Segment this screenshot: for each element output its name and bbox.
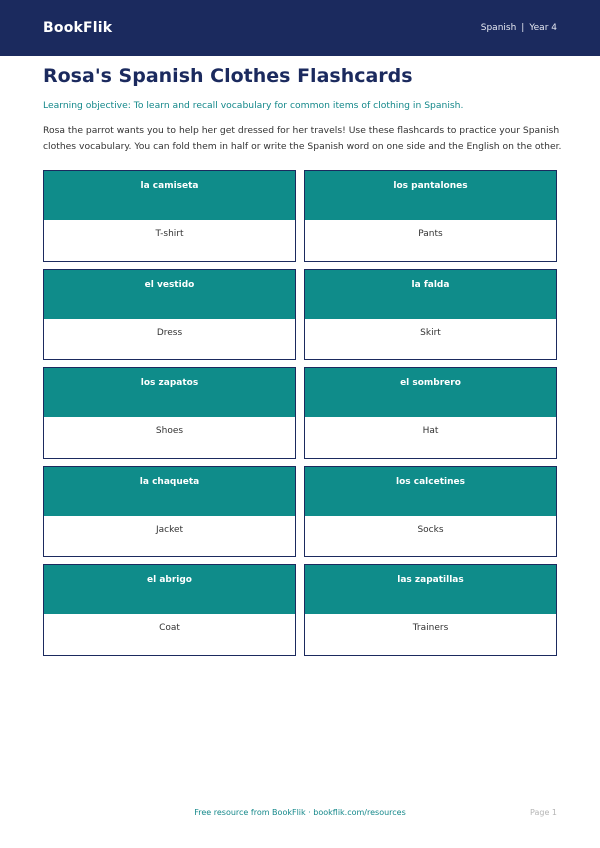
brand-logo[interactable]: BookFlik bbox=[43, 20, 113, 36]
flashcard-english: Jacket bbox=[44, 516, 295, 557]
separator: | bbox=[521, 23, 525, 33]
flashcard-spanish: el sombrero bbox=[305, 368, 556, 417]
flashcard bbox=[304, 170, 557, 262]
page-number: Page 1 bbox=[530, 808, 557, 817]
flashcard bbox=[304, 367, 557, 459]
flashcard-spanish: los calcetines bbox=[305, 467, 556, 516]
flashcard-english: Trainers bbox=[305, 614, 556, 655]
flashcard bbox=[43, 564, 296, 656]
intro-text: Rosa the parrot wants you to help her get dressed for her travels! Use these flashcards to practice your Spanish clothes vocabulary. You can fold them in half or write the Spanish word on one side and the English on the other. bbox=[43, 125, 562, 152]
flashcard-english: Pants bbox=[305, 220, 556, 261]
flashcard-english: Hat bbox=[305, 417, 556, 458]
flashcard-english: Shoes bbox=[44, 417, 295, 458]
flashcard-spanish: el abrigo bbox=[44, 565, 295, 614]
year-label: Year 4 bbox=[529, 23, 557, 33]
flashcard bbox=[43, 269, 296, 361]
subject-label: Spanish bbox=[480, 23, 517, 33]
header-meta bbox=[481, 23, 557, 33]
flashcard-grid bbox=[43, 170, 557, 656]
footer-resource-link[interactable]: Free resource from BookFlik · bookflik.com/resources bbox=[194, 808, 406, 817]
flashcard-spanish: la falda bbox=[305, 270, 556, 319]
flashcard bbox=[304, 564, 557, 656]
flashcard-spanish: la chaqueta bbox=[44, 467, 295, 516]
flashcard bbox=[43, 367, 296, 459]
flashcard-english: Skirt bbox=[305, 319, 556, 360]
flashcard-spanish: el vestido bbox=[44, 270, 295, 319]
flashcard bbox=[304, 466, 557, 558]
flashcard-english: Socks bbox=[305, 516, 556, 557]
learning-objective: Learning objective: To learn and recall vocabulary for common items of clothing in Spanish. bbox=[43, 100, 464, 111]
flashcard-english: Coat bbox=[44, 614, 295, 655]
flashcard bbox=[43, 466, 296, 558]
flashcard-spanish: los zapatos bbox=[44, 368, 295, 417]
page-title: Rosa's Spanish Clothes Flashcards bbox=[43, 65, 413, 87]
flashcard-spanish: los pantalones bbox=[305, 171, 556, 220]
flashcard bbox=[304, 269, 557, 361]
flashcard bbox=[43, 170, 296, 262]
flashcard-english: Dress bbox=[44, 319, 295, 360]
flashcard-spanish: las zapatillas bbox=[305, 565, 556, 614]
flashcard-spanish: la camiseta bbox=[44, 171, 295, 220]
flashcard-english: T-shirt bbox=[44, 220, 295, 261]
header-bar bbox=[0, 0, 600, 56]
